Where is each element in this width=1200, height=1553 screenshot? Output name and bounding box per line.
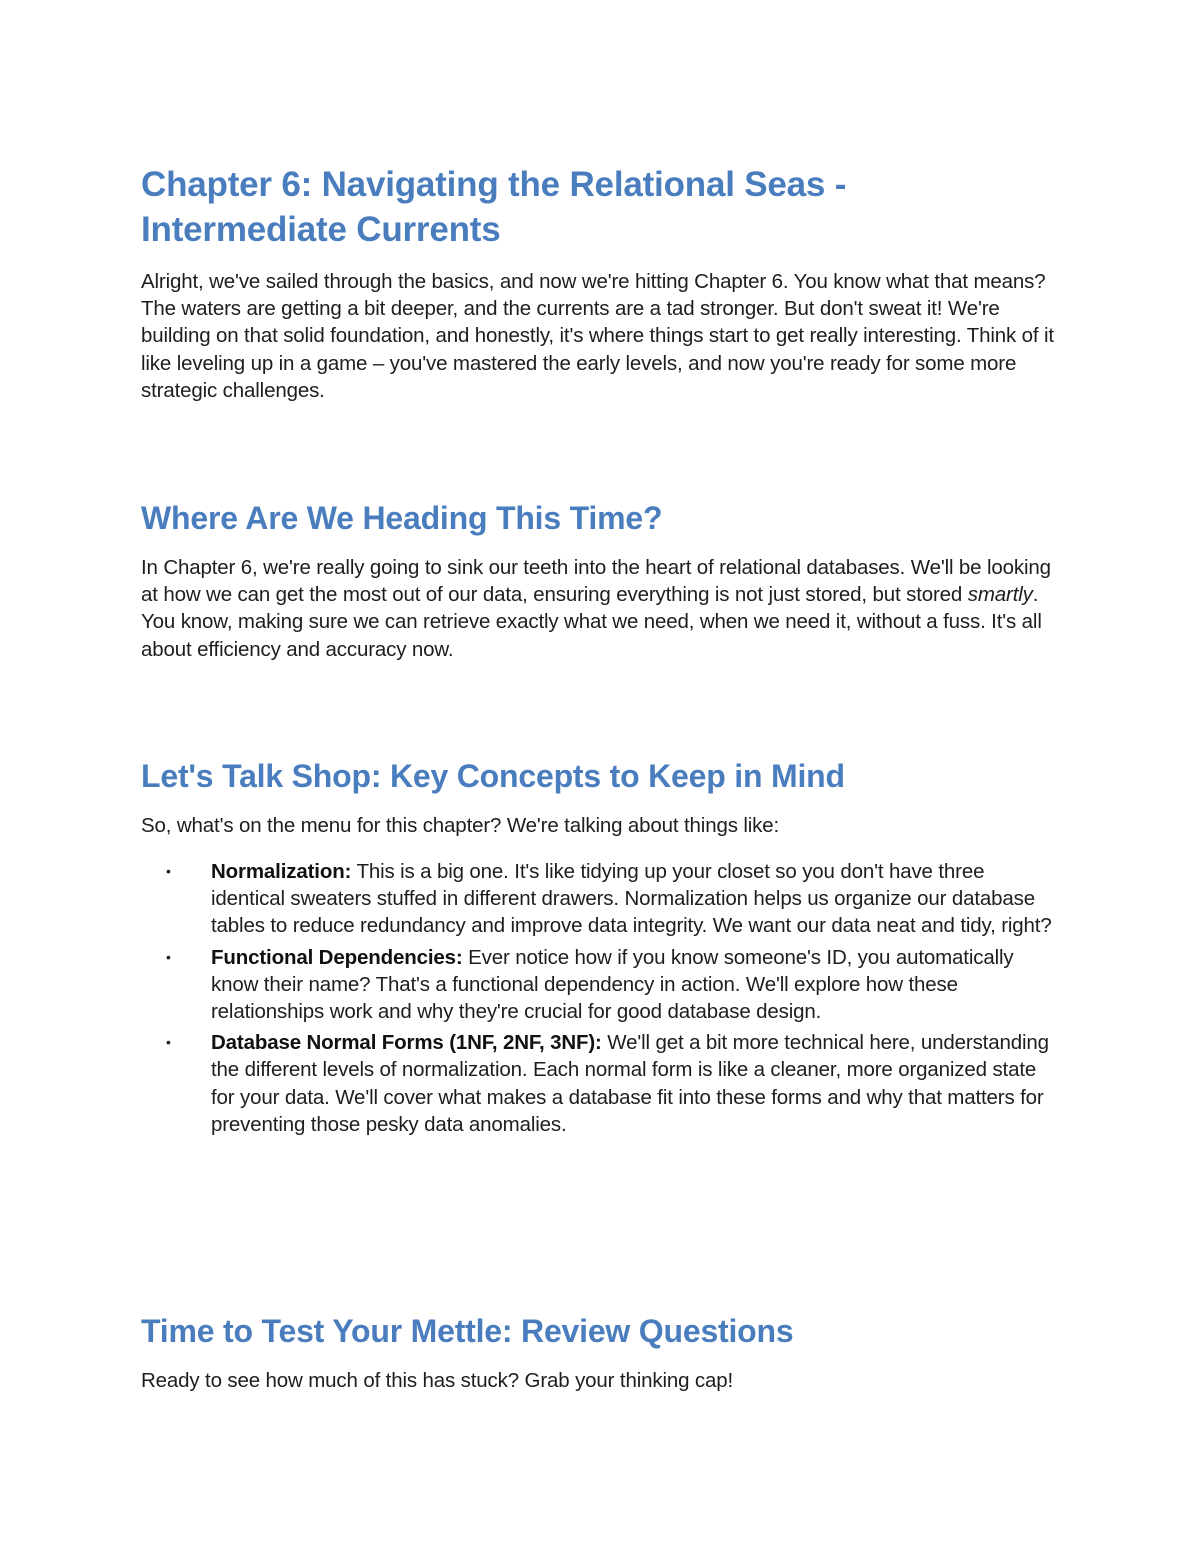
description: Ever notice how if you know someone's ID, you automatically know their name? That's a functional dependency in action. We'll explore how these relationships work and why they're crucial for good database design. <box>211 945 1014 1024</box>
text: . You know, making sure we can retrieve exactly what we need, when we need it, without a fuss. It's all about efficiency and accuracy now. <box>141 583 1042 661</box>
term: Normalization: <box>211 860 352 883</box>
list-item <box>141 944 1061 1026</box>
review-intro: Ready to see how much of this has stuck? Grab your thinking cap! <box>141 1369 734 1392</box>
list-item <box>141 858 1061 940</box>
bullet-icon: • <box>166 1034 171 1051</box>
list-item <box>141 1029 1061 1138</box>
key-concepts-list <box>141 858 1061 1142</box>
where-paragraph <box>141 554 1056 663</box>
text: In Chapter 6, we're really going to sink our teeth into the heart of relational databases. We'll be looking at how we can get the most out of our data, ensuring everything is not just stored, but stored <box>141 556 1051 607</box>
section-heading-review: Time to Test Your Mettle: Review Questions <box>141 1313 794 1349</box>
intro-paragraph: Alright, we've sailed through the basics, and now we're hitting Chapter 6. You know what that means? The waters are getting a bit deeper, and the currents are a tad stronger. But don't sweat it! We're building on that solid foundation, and honestly, it's where things start to get really interesting. Think of it like leveling up in a game – you've mastered the early levels, and now you're ready for some more strategic challenges. <box>141 270 1054 402</box>
term: Functional Dependencies: <box>211 945 463 969</box>
section-heading-where: Where Are We Heading This Time? <box>141 500 663 536</box>
bullet-icon: • <box>166 863 171 879</box>
description: This is a big one. It's like tidying up your closet so you don't have three identical sweaters stuffed in different drawers. Normalization helps us organize our database tables to reduce redundancy and improve data integrity. We want our data neat and tidy, right? <box>211 860 1052 938</box>
bullet-icon: • <box>166 948 171 965</box>
key-concepts-intro: So, what's on the menu for this chapter? We're talking about things like: <box>141 814 780 837</box>
emphasis-text: smartly <box>967 583 1033 607</box>
chapter-title: Chapter 6: Navigating the Relational Seas - Intermediate Currents <box>141 165 847 249</box>
section-heading-key-concepts: Let's Talk Shop: Key Concepts to Keep in Mind <box>141 758 845 794</box>
term: Database Normal Forms (1NF, 2NF, 3NF): <box>211 1031 602 1055</box>
description: We'll get a bit more technical here, understanding the different levels of normalization. Each normal form is like a cleaner, more organized state for your data. We'll cover what makes a database fit into these forms and why that matters for preventing those pesky data anomalies. <box>211 1031 1049 1136</box>
